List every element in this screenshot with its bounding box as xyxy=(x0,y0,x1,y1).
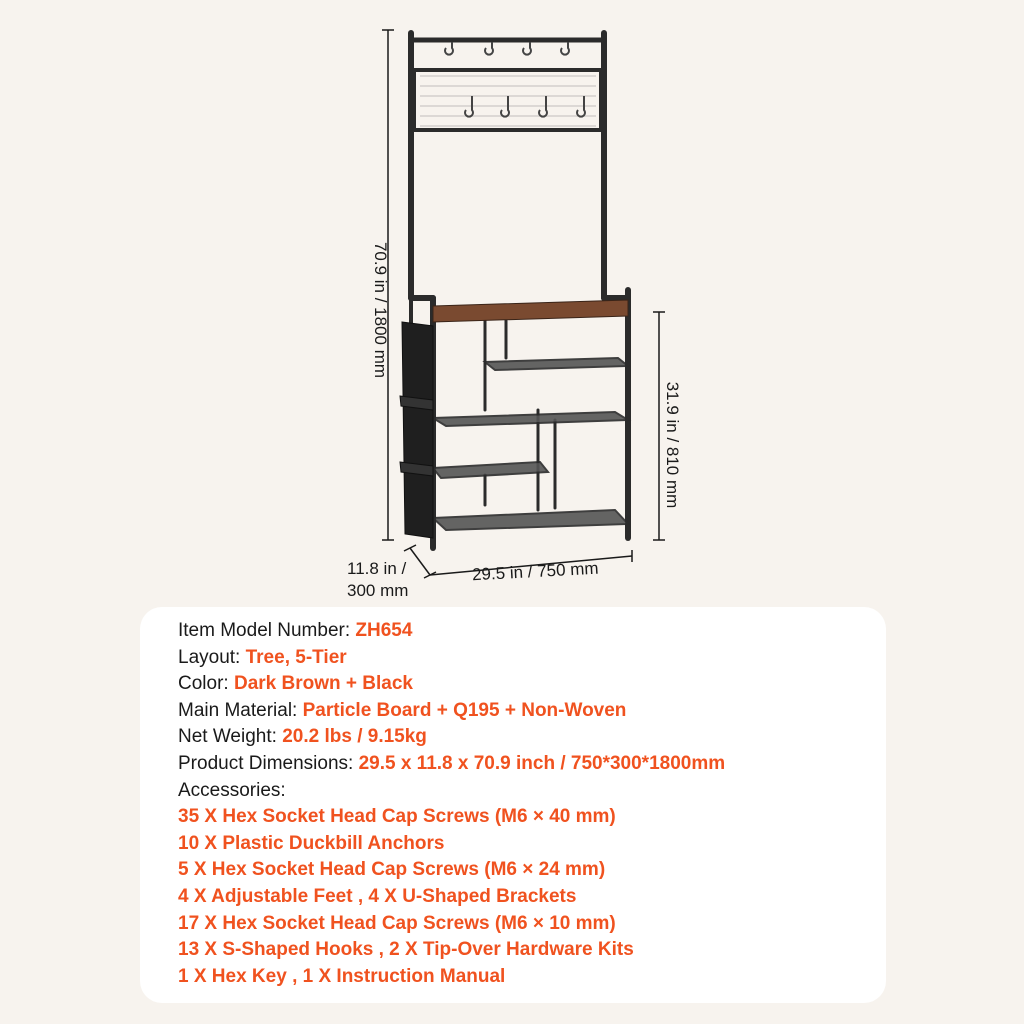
material-label: Main Material: xyxy=(178,699,298,721)
layout-value: Tree, 5-Tier xyxy=(245,646,347,668)
color-value: Dark Brown + Black xyxy=(233,673,413,695)
accessories-heading: Accessories: xyxy=(178,779,286,801)
shelf-height-dimension-label: 31.9 in / 810 mm xyxy=(663,381,682,509)
weight-value: 20.2 lbs / 9.15kg xyxy=(282,726,427,748)
accessory-item: 10 X Plastic Duckbill Anchors xyxy=(178,832,445,854)
color-label: Color: xyxy=(178,673,229,695)
spec-row-material xyxy=(178,698,725,725)
wood-top xyxy=(433,300,628,322)
spec-row-layout xyxy=(178,645,725,672)
spec-list xyxy=(178,618,725,990)
side-organizer xyxy=(400,322,433,538)
depth-line-1: 11.8 in / xyxy=(347,559,407,578)
accessory-item: 35 X Hex Socket Head Cap Screws (M6 × 40 mm) xyxy=(178,806,616,828)
depth-dimension-label xyxy=(347,558,408,602)
dimensions-value: 29.5 x 11.8 x 70.9 inch / 750*300*1800mm xyxy=(358,752,726,774)
accessory-item: 5 X Hex Socket Head Cap Screws (M6 × 24 mm) xyxy=(178,859,606,881)
dimensions-label: Product Dimensions: xyxy=(178,752,354,774)
accessory-item: 13 X S-Shaped Hooks , 2 X Tip-Over Hardware Kits xyxy=(178,939,634,961)
spec-row-dimensions xyxy=(178,751,725,778)
width-dimension-label: 29.5 in / 750 mm xyxy=(471,558,600,585)
accessory-item: 17 X Hex Socket Head Cap Screws (M6 × 10 mm) xyxy=(178,912,616,934)
spec-row-model xyxy=(178,618,725,645)
height-dimension-label: 70.9 in / 1800 mm xyxy=(371,241,390,379)
material-value: Particle Board + Q195 + Non-Woven xyxy=(302,699,627,721)
model-label: Item Model Number: xyxy=(178,620,351,641)
model-value: ZH654 xyxy=(355,620,413,641)
weight-label: Net Weight: xyxy=(178,726,277,748)
depth-line-2: 300 mm xyxy=(347,581,409,600)
layout-label: Layout: xyxy=(178,646,241,668)
spec-row-color xyxy=(178,671,725,698)
mesh-shelves xyxy=(433,358,628,530)
accessory-item: 1 X Hex Key , 1 X Instruction Manual xyxy=(178,965,506,987)
hooks xyxy=(445,42,585,117)
accessory-item: 4 X Adjustable Feet , 4 X U-Shaped Brackets xyxy=(178,885,577,907)
spec-row-weight xyxy=(178,724,725,751)
